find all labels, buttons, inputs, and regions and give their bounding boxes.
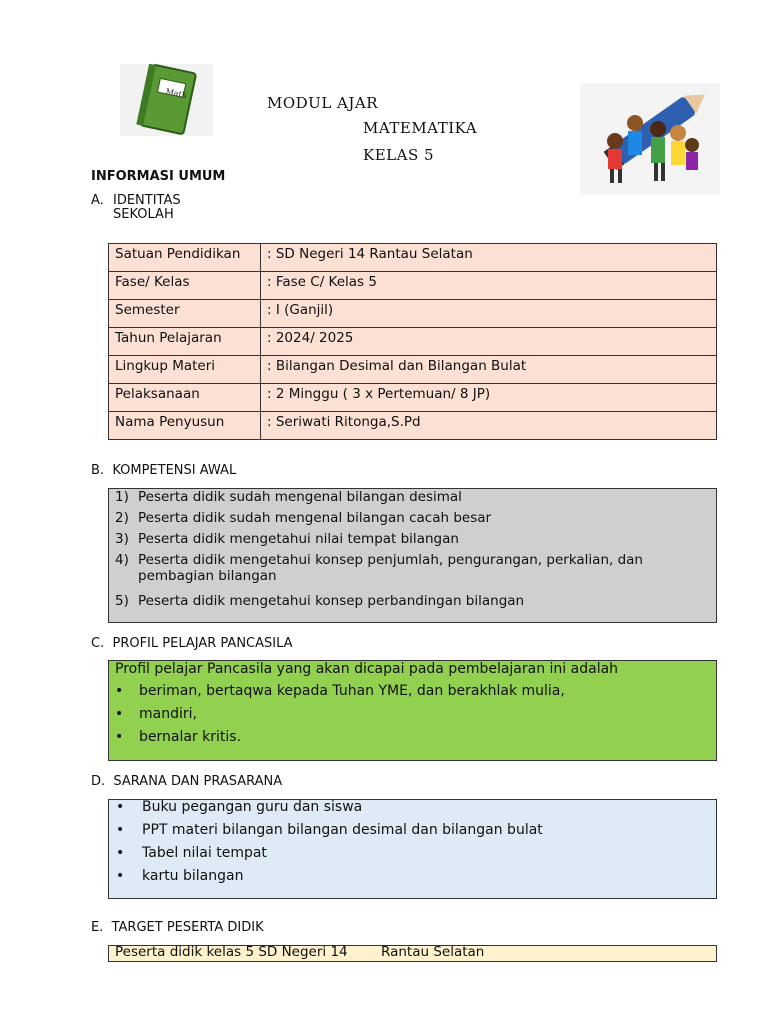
list-number: 4) bbox=[115, 552, 129, 568]
identity-label: Tahun Pelajaran bbox=[109, 328, 261, 356]
target-peserta-box bbox=[108, 945, 717, 962]
title-line-2: MATEMATIKA bbox=[363, 119, 478, 137]
bullet-icon: • bbox=[116, 822, 125, 838]
section-e-title: E. TARGET PESERTA DIDIK bbox=[91, 920, 264, 935]
profil-intro: Profil pelajar Pancasila yang akan dicapai pada pembelajaran ini adalah bbox=[115, 661, 619, 677]
section-a-title-line2: SEKOLAH bbox=[113, 207, 174, 222]
list-item bbox=[109, 510, 738, 526]
bullet-icon: • bbox=[115, 706, 124, 722]
bullet-icon: • bbox=[116, 799, 125, 815]
table-row bbox=[109, 412, 717, 440]
section-informasi-umum: INFORMASI UMUM bbox=[91, 169, 226, 184]
section-a-title-line1: IDENTITAS bbox=[113, 193, 181, 208]
list-item bbox=[109, 531, 738, 547]
list-text: Peserta didik mengetahui nilai tempat bilangan bbox=[138, 531, 459, 547]
bullet-icon: • bbox=[116, 868, 125, 884]
table-row bbox=[109, 244, 717, 272]
list-text: Buku pegangan guru dan siswa bbox=[142, 799, 363, 815]
identity-label: Nama Penyusun bbox=[109, 412, 261, 440]
bullet-icon: • bbox=[115, 683, 124, 699]
bullet-icon: • bbox=[116, 845, 125, 861]
table-row bbox=[109, 356, 717, 384]
identity-label: Pelaksanaan bbox=[109, 384, 261, 412]
identity-value: : Bilangan Desimal dan Bilangan Bulat bbox=[261, 356, 717, 384]
table-row bbox=[109, 272, 717, 300]
math-book-icon bbox=[120, 64, 213, 136]
section-c-title: C. PROFIL PELAJAR PANCASILA bbox=[91, 636, 293, 651]
book-label: Math bbox=[164, 86, 188, 101]
identity-value: : SD Negeri 14 Rantau Selatan bbox=[261, 244, 717, 272]
list-item bbox=[109, 593, 738, 609]
list-number: 1) bbox=[115, 489, 129, 505]
title-line-1: MODUL AJAR bbox=[267, 94, 379, 112]
list-text: Peserta didik mengetahui konsep perbandingan bilangan bbox=[138, 593, 525, 609]
table-row bbox=[109, 328, 717, 356]
target-text-part1: Peserta didik kelas 5 SD Negeri 14 bbox=[115, 944, 348, 960]
identity-value: : Seriwati Ritonga,S.Pd bbox=[261, 412, 717, 440]
list-text: Tabel nilai tempat bbox=[142, 845, 267, 861]
list-number: 5) bbox=[115, 593, 129, 609]
list-text: mandiri, bbox=[139, 706, 197, 722]
section-a-letter: A. bbox=[91, 193, 104, 208]
table-row bbox=[109, 300, 717, 328]
sarana-prasarana-box bbox=[108, 799, 717, 899]
kompetensi-awal-box bbox=[108, 488, 717, 623]
identity-table bbox=[108, 243, 717, 440]
table-row bbox=[109, 384, 717, 412]
list-text: Peserta didik sudah mengenal bilangan cacah besar bbox=[138, 510, 492, 526]
identity-value: : 2 Minggu ( 3 x Pertemuan/ 8 JP) bbox=[261, 384, 717, 412]
profil-pancasila-box bbox=[108, 660, 717, 761]
identity-value: : I (Ganjil) bbox=[261, 300, 717, 328]
identity-label: Semester bbox=[109, 300, 261, 328]
bullet-icon: • bbox=[115, 729, 124, 745]
list-text: PPT materi bilangan bilangan desimal dan bilangan bulat bbox=[142, 822, 543, 838]
identity-value: : 2024/ 2025 bbox=[261, 328, 717, 356]
identity-label: Fase/ Kelas bbox=[109, 272, 261, 300]
list-item bbox=[109, 552, 698, 584]
list-text: kartu bilangan bbox=[142, 868, 244, 884]
section-b-title: B. KOMPETENSI AWAL bbox=[91, 463, 237, 478]
list-text: beriman, bertaqwa kepada Tuhan YME, dan berakhlak mulia, bbox=[139, 683, 565, 699]
list-number: 2) bbox=[115, 510, 129, 526]
identity-value: : Fase C/ Kelas 5 bbox=[261, 272, 717, 300]
list-text: Peserta didik mengetahui konsep penjumlah, pengurangan, perkalian, dan pembagian bilangan bbox=[138, 552, 643, 584]
children-pencil-illustration bbox=[580, 83, 720, 195]
identity-label: Lingkup Materi bbox=[109, 356, 261, 384]
identity-label: Satuan Pendidikan bbox=[109, 244, 261, 272]
list-text: bernalar kritis. bbox=[139, 729, 242, 745]
title-line-3: KELAS 5 bbox=[363, 146, 435, 164]
list-text: Peserta didik sudah mengenal bilangan desimal bbox=[138, 489, 462, 505]
list-item bbox=[109, 489, 738, 505]
list-number: 3) bbox=[115, 531, 129, 547]
target-text-part2: Rantau Selatan bbox=[381, 944, 485, 960]
section-d-title: D. SARANA DAN PRASARANA bbox=[91, 774, 283, 789]
